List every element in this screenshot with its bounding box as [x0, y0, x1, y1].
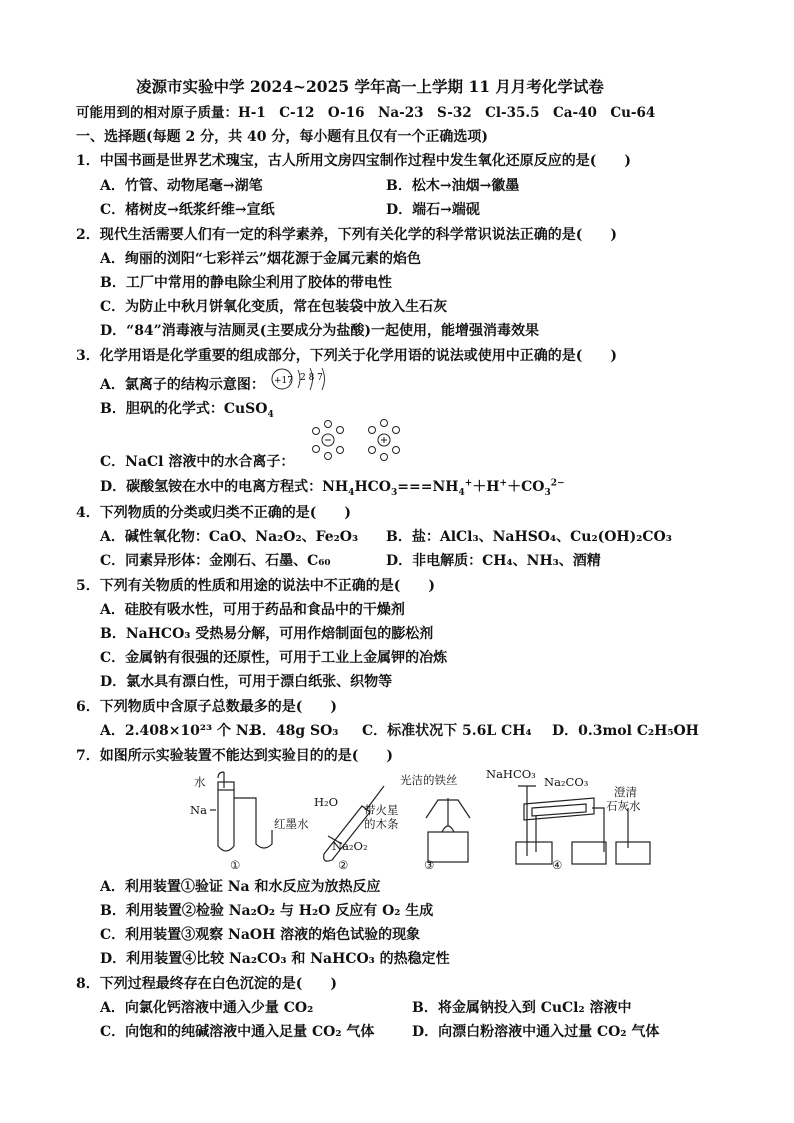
q7-option-c: C．利用装置③观察 NaOH 溶液的焰色试验的现象	[100, 927, 421, 943]
q3-d-eq: ===NH	[397, 479, 459, 495]
q3-option-a: A．氯离子的结构示意图：	[100, 377, 265, 393]
q7-option-b: B．利用装置②检验 Na₂O₂ 与 H₂O 反应有 O₂ 生成	[100, 903, 434, 919]
q4-stem: 4．下列物质的分类或归类不正确的是( )	[76, 505, 351, 521]
label-nahco3: NaHCO₃	[486, 768, 536, 781]
q1-option-c: C．楮树皮→纸浆纤维→宣纸	[100, 202, 275, 218]
q1-stem: 1．中国书画是世界艺术瑰宝，古人所用文房四宝制作过程中发生氧化还原反应的是( )	[76, 153, 631, 169]
stand-4	[518, 786, 536, 856]
lamp-4	[516, 842, 552, 864]
q4-option-b: B．盐：AlCl₃、NaHSO₄、Cu₂(OH)₂CO₃	[386, 529, 672, 545]
q7-stem: 7．如图所示实验装置不能达到实验目的的是( )	[76, 748, 393, 764]
q5-option-c: C．金属钠有很强的还原性，可用于工业上金属钾的冶炼	[100, 650, 448, 666]
q3-d-sup5: 2−	[550, 478, 565, 489]
q2-option-a: A．绚丽的浏阳“七彩祥云”烟花源于金属元素的焰色	[100, 251, 421, 267]
hydrated-ions-diagram	[306, 418, 416, 462]
q8-option-b: B．将金属钠投入到 CuCl₂ 溶液中	[412, 1000, 632, 1016]
q1-option-d: D．端石→端砚	[386, 202, 480, 218]
q1-option-a: A．竹管、动物尾毫→湖笔	[100, 178, 263, 194]
label-apparatus-1: ①	[230, 858, 241, 872]
label-water: 水	[194, 775, 206, 789]
label-iron-wire: 光洁的铁丝	[400, 773, 458, 787]
u-tube-1	[234, 798, 272, 848]
inner-tube-4	[532, 804, 586, 816]
q3-d-sub1: 4	[348, 487, 355, 498]
q7-option-d: D．利用装置④比较 Na₂CO₃ 和 NaHCO₃ 的热稳定性	[100, 951, 450, 967]
q6-option-a: A．2.408×10²³ 个 N₂	[100, 723, 255, 739]
q6-option-b: B．48g SO₃	[250, 723, 339, 739]
q2-option-d: D．“84”消毒液与洁厕灵(主要成分为盐酸)一起使用，能增强消毒效果	[100, 323, 539, 339]
q3-d-sub2: 3	[391, 487, 398, 498]
q3-d-pre: D．碳酸氢铵在水中的电离方程式：NH	[100, 479, 349, 495]
q5-stem: 5．下列有关物质的性质和用途的说法中不正确的是( )	[76, 578, 435, 594]
q3-d-sub3: 4	[458, 487, 465, 498]
q8-option-d: D．向漂白粉溶液中通入过量 CO₂ 气体	[412, 1024, 660, 1040]
q3-d-plus2: ＋CO	[507, 479, 545, 495]
label-h2o: H₂O	[314, 795, 339, 809]
label-na2o2: Na₂O₂	[332, 839, 368, 853]
label-red-ink: 红墨水	[274, 817, 309, 831]
q3-stem: 3．化学用语是化学重要的组成部分，下列关于化学用语的说法或使用中正确的是( )	[76, 348, 617, 364]
atomic-masses: 可能用到的相对原子质量：H-1 C-12 O-16 Na-23 S-32 Cl-35.5 Ca-40 Cu-64	[76, 105, 656, 121]
nucleus-charge: +17	[274, 376, 293, 386]
q3-option-d	[100, 477, 565, 497]
q4-option-a: A．碱性氧化物：CaO、Na₂O₂、Fe₂O₃	[100, 529, 359, 545]
q2-option-b: B．工厂中常用的静电除尘利用了胶体的带电性	[100, 275, 392, 291]
q2-stem: 2．现代生活需要人们有一定的科学素养，下列有关化学的科学常识说法正确的是( )	[76, 227, 617, 243]
label-splint-2: 的木条	[364, 817, 399, 831]
experiment-apparatus-figure	[188, 768, 674, 872]
label-limewater-2: 石灰水	[606, 799, 641, 813]
q3-d-sup3: +	[464, 478, 473, 489]
label-na2co3: Na₂CO₃	[544, 775, 589, 789]
q1-option-b: B．松木→油烟→徽墨	[386, 178, 520, 194]
q3-d-sup4: +	[499, 478, 508, 489]
q4-option-d: D．非电解质：CH₄、NH₃、酒精	[386, 553, 601, 569]
label-limewater: 澄清	[614, 785, 637, 799]
dropper-1	[218, 772, 224, 788]
section-heading: 一、选择题(每题 2 分，共 40 分，每小题有且仅有一个正确选项)	[76, 129, 488, 145]
label-splint: 带火星	[364, 803, 399, 817]
beaker-4a	[572, 842, 606, 864]
stopper-1	[218, 782, 234, 790]
q3-d-plus: ＋H	[472, 479, 500, 495]
label-na: Na	[190, 803, 207, 817]
q2-option-c: C．为防止中秋月饼氧化变质，常在包装袋中放入生石灰	[100, 299, 448, 315]
test-tube-1	[218, 790, 234, 851]
outer-tube-4	[524, 798, 594, 820]
label-apparatus-3: ③	[424, 858, 435, 872]
q3-d-sub5: 3	[544, 487, 551, 498]
q6-option-c: C．标准状况下 5.6L CH₄	[362, 723, 532, 739]
q5-option-d: D．氯水具有漂白性，可用于漂白纸张、织物等	[100, 674, 393, 690]
q3-option-c: C．NaCl 溶液中的水合离子：	[100, 454, 295, 470]
page-title: 凌源市实验中学 2024~2025 学年高一上学期 11 月月考化学试卷	[136, 77, 604, 96]
q6-option-d: D．0.3mol C₂H₅OH	[552, 723, 699, 739]
q3-d-mid: HCO	[354, 479, 392, 495]
q6-stem: 6．下列物质中含原子总数最多的是( )	[76, 699, 337, 715]
chloride-ion-diagram	[270, 366, 340, 400]
q3-b-sub: 4	[267, 409, 274, 420]
q3-b-text: B．胆矾的化学式：CuSO	[100, 401, 268, 417]
q5-option-b: B．NaHCO₃ 受热易分解，可用作焙制面包的膨松剂	[100, 626, 434, 642]
q4-option-c: C．同素异形体：金刚石、石墨、C₆₀	[100, 553, 331, 569]
beaker-4b	[616, 842, 650, 864]
q3-option-b	[100, 399, 274, 419]
q7-option-a: A．利用装置①验证 Na 和水反应为放热反应	[100, 879, 381, 895]
q5-option-a: A．硅胶有吸水性，可用于药品和食品中的干燥剂	[100, 602, 405, 618]
q8-option-c: C．向饱和的纯碱溶液中通入足量 CO₂ 气体	[100, 1024, 375, 1040]
q8-option-a: A．向氯化钙溶液中通入少量 CO₂	[100, 1000, 314, 1016]
label-apparatus-2: ②	[338, 858, 349, 872]
label-apparatus-4: ④	[552, 858, 563, 872]
q8-stem: 8．下列过程最终存在白色沉淀的是( )	[76, 976, 337, 992]
shell-electrons: 2 8 7	[300, 373, 323, 383]
